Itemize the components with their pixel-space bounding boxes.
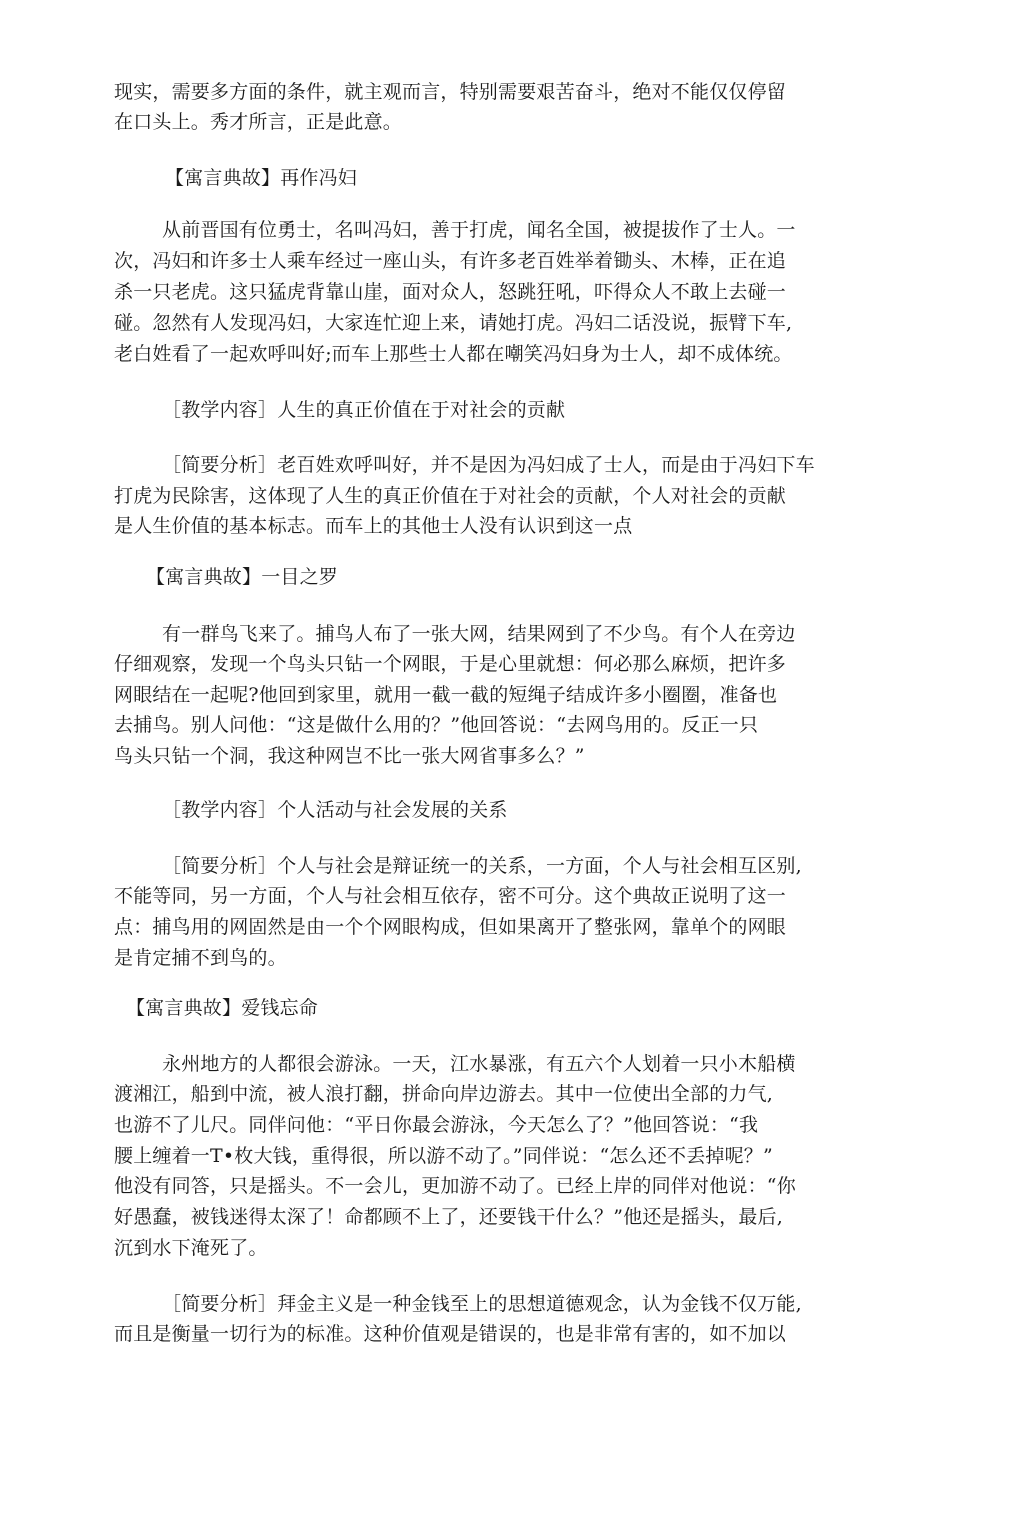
paragraph-line: 鸟头只钻一个洞，我这种网岂不比一张大网省事多么？” <box>114 745 585 767</box>
paragraph-line: 他没有同答，只是摇头。不一会儿，更加游不动了。已经上岸的同伴对他说：“你 <box>114 1175 796 1197</box>
paragraph-line: 网眼结在一起呢?他回到家里，就用一截一截的短绳子结成许多小圈圈，准备也 <box>114 684 778 706</box>
paragraph-line: 次，冯妇和许多士人乘车经过一座山头，有许多老百姓举着锄头、木棒，正在追 <box>114 250 787 272</box>
paragraph-line: 腰上缠着一T•枚大钱，重得很，所以游不动了。”同伴说：“怎么还不丢掉呢？” <box>114 1145 773 1167</box>
paragraph-line: 老白姓看了一起欢呼叫好;而车上那些士人都在嘲笑冯妇身为士人，却不成体统。 <box>114 343 793 365</box>
paragraph-line: 去捕鸟。别人问他：“这是做什么用的？”他回答说：“去网鸟用的。反正一只 <box>114 714 759 736</box>
analysis-line: 点：捕鸟用的网固然是由一个个网眼构成，但如果离开了整张网，靠单个的网眼 <box>114 916 787 938</box>
paragraph-line: 好愚蠢，被钱迷得太深了！命都顾不上了，还要钱干什么？”他还是摇头，最后, <box>114 1206 783 1228</box>
story-heading: 【寓言典故】再作冯妇 <box>165 167 358 189</box>
paragraph-line: 杀一只老虎。这只猛虎背靠山崖，面对众人，怒跳狂吼，吓得众人不敢上去碰一 <box>114 281 787 303</box>
paragraph-line: 永州地方的人都很会游泳。一天，江水暴涨，有五六个人划着一只小木船横 <box>162 1053 796 1075</box>
paragraph-line: 现实，需要多方面的条件，就主观而言，特别需要艰苦奋斗，绝对不能仅仅停留 <box>114 81 787 103</box>
paragraph-line: 沉到水下淹死了。 <box>114 1237 268 1259</box>
analysis-line: 是肯定捕不到鸟的。 <box>114 947 287 969</box>
analysis-line: 不能等同，另一方面，个人与社会相互依存，密不可分。这个典故正说明了这一 <box>114 885 787 907</box>
analysis-line: ［简要分析］个人与社会是辩证统一的关系，一方面，个人与社会相互区别, <box>162 855 802 877</box>
teaching-content: ［教学内容］个人活动与社会发展的关系 <box>162 799 508 821</box>
analysis-line: 是人生价值的基本标志。而车上的其他士人没有认识到这一点 <box>114 515 633 537</box>
teaching-content: ［教学内容］人生的真正价值在于对社会的贡献 <box>162 399 566 421</box>
paragraph-line: 从前晋国有位勇士，名叫冯妇，善于打虎，闻名全国，被提拔作了士人。一 <box>162 219 796 241</box>
paragraph-line: 有一群鸟飞来了。捕鸟人布了一张大网，结果网到了不少鸟。有个人在旁边 <box>162 623 796 645</box>
paragraph-line: 渡湘江，船到中流，被人浪打翻，拼命向岸边游去。其中一位使出全部的力气, <box>114 1083 774 1105</box>
paragraph-line: 也游不了儿尺。同伴问他：“平日你最会游泳，今天怎么了？”他回答说：“我 <box>114 1114 759 1136</box>
analysis-line: ［简要分析］拜金主义是一种金钱至上的思想道德观念，认为金钱不仅万能, <box>162 1293 802 1315</box>
analysis-line: 打虎为民除害，这体现了人生的真正价值在于对社会的贡献，个人对社会的贡献 <box>114 485 787 507</box>
story-heading: 【寓言典故】一目之罗 <box>146 566 339 588</box>
paragraph-line: 在口头上。秀才所言，正是此意。 <box>114 111 403 133</box>
analysis-line: 而且是衡量一切行为的标准。这种价值观是错误的，也是非常有害的，如不加以 <box>114 1323 787 1345</box>
paragraph-line: 仔细观察，发现一个鸟头只钻一个网眼，于是心里就想：何必那么麻烦，把许多 <box>114 653 787 675</box>
story-heading: 【寓言典故】爱钱忘命 <box>126 997 319 1019</box>
paragraph-line: 碰。忽然有人发现冯妇，大家连忙迎上来，请她打虎。冯妇二话没说，振臂下车, <box>114 312 793 334</box>
analysis-line: ［简要分析］老百姓欢呼叫好，并不是因为冯妇成了士人，而是由于冯妇下车 <box>162 454 815 476</box>
